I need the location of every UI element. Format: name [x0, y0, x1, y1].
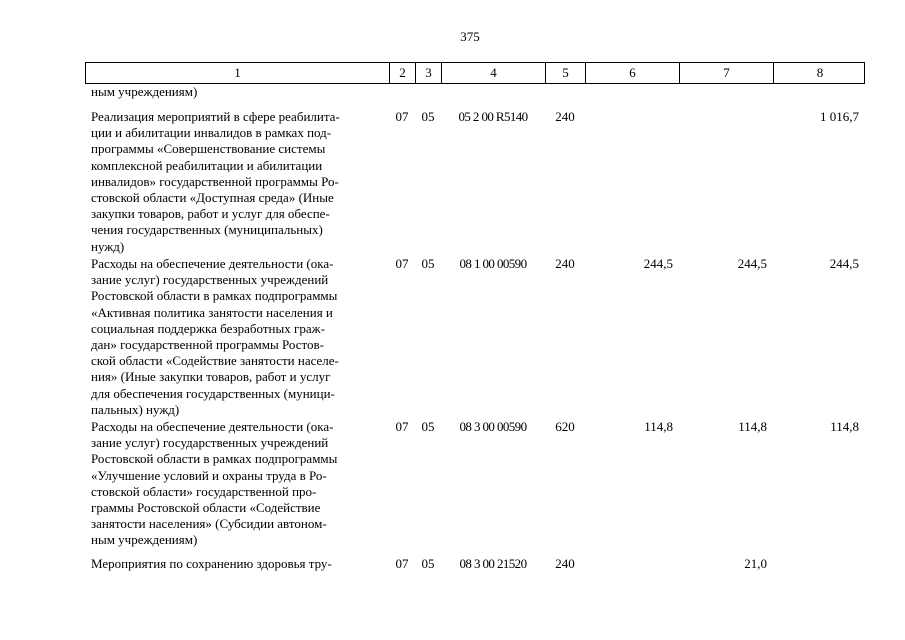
table-row [85, 556, 865, 576]
row-description: ным учреждениям) [91, 84, 198, 99]
row-amount-col-6: 114,8 [644, 419, 673, 434]
header-col-2: 2 [390, 63, 416, 83]
row-expense-type-code: 240 [555, 556, 575, 571]
row-amount-col-8: 114,8 [830, 419, 859, 434]
row-subsection-code: 05 [421, 256, 435, 271]
row-target-article-code: 08 1 00 00590 [459, 256, 527, 271]
table-row [85, 84, 865, 102]
row-expense-type-code: 240 [555, 256, 575, 271]
table-row [85, 109, 865, 259]
row-subsection-code: 05 [421, 109, 435, 124]
row-target-article-code: 08 3 00 00590 [459, 419, 527, 434]
budget-table [85, 62, 865, 571]
row-target-article-code: 08 3 00 21520 [459, 556, 527, 571]
row-section-code: 07 [395, 419, 409, 434]
row-amount-col-7: 244,5 [737, 256, 767, 271]
row-expense-type-code: 620 [555, 419, 575, 434]
row-target-article-code: 05 2 00 R5140 [458, 109, 528, 124]
row-section-code: 07 [395, 109, 409, 124]
row-description: Реализация мероприятий в сфере реабилита- ции и абилитации инвалидов в рамках под- программы «Совершенствование системы комплексной реабилитации и абилитации инвалидов» государственной программы Ро- стовской области «Доступная среда» (Иные закупки товаров, работ и услуг для обеспе- чения государственных (муниципальных) нужд) [91, 109, 340, 254]
table-row [85, 419, 865, 552]
page-number: 375 [460, 29, 480, 44]
row-section-code: 07 [395, 256, 409, 271]
header-col-1: 1 [86, 63, 390, 83]
table-row [85, 256, 865, 421]
row-description: Расходы на обеспечение деятельности (ока- зание услуг) государственных учреждений Ростовской области в рамках подпрограммы «Активная политика занятости населения и социальная поддержка безработных граж- дан» государственной программы Ростов- ской области «Содействие занятости населе- ния» (Иные закупки товаров, работ и услуг для обеспечения государственных (муници- пальных) нужд) [91, 256, 339, 417]
row-subsection-code: 05 [421, 419, 435, 434]
row-description: Расходы на обеспечение деятельности (ока- зание услуг) государственных учреждений Ростовской области в рамках подпрограммы «Улучшение условий и охраны труда в Ро- стовской области» государственной про- граммы Ростовской области «Содействие занятости населения» (Субсидии автоном- ным учреждениям) [91, 419, 338, 548]
header-col-3: 3 [416, 63, 442, 83]
header-col-5: 5 [546, 63, 586, 83]
table-header-row [85, 62, 865, 84]
header-col-4: 4 [442, 63, 546, 83]
row-description: Мероприятия по сохранению здоровья тру- [91, 556, 332, 571]
row-subsection-code: 05 [421, 556, 435, 571]
header-col-8: 8 [816, 65, 824, 80]
row-expense-type-code: 240 [555, 109, 575, 124]
header-col-7: 7 [680, 63, 774, 83]
row-amount-col-8: 1 016,7 [820, 109, 859, 124]
header-col-6: 6 [586, 63, 680, 83]
row-amount-col-8: 244,5 [829, 256, 859, 271]
row-amount-col-7: 114,8 [738, 419, 767, 434]
row-amount-col-7: 21,0 [744, 556, 767, 571]
row-section-code: 07 [395, 556, 409, 571]
row-amount-col-6: 244,5 [643, 256, 673, 271]
